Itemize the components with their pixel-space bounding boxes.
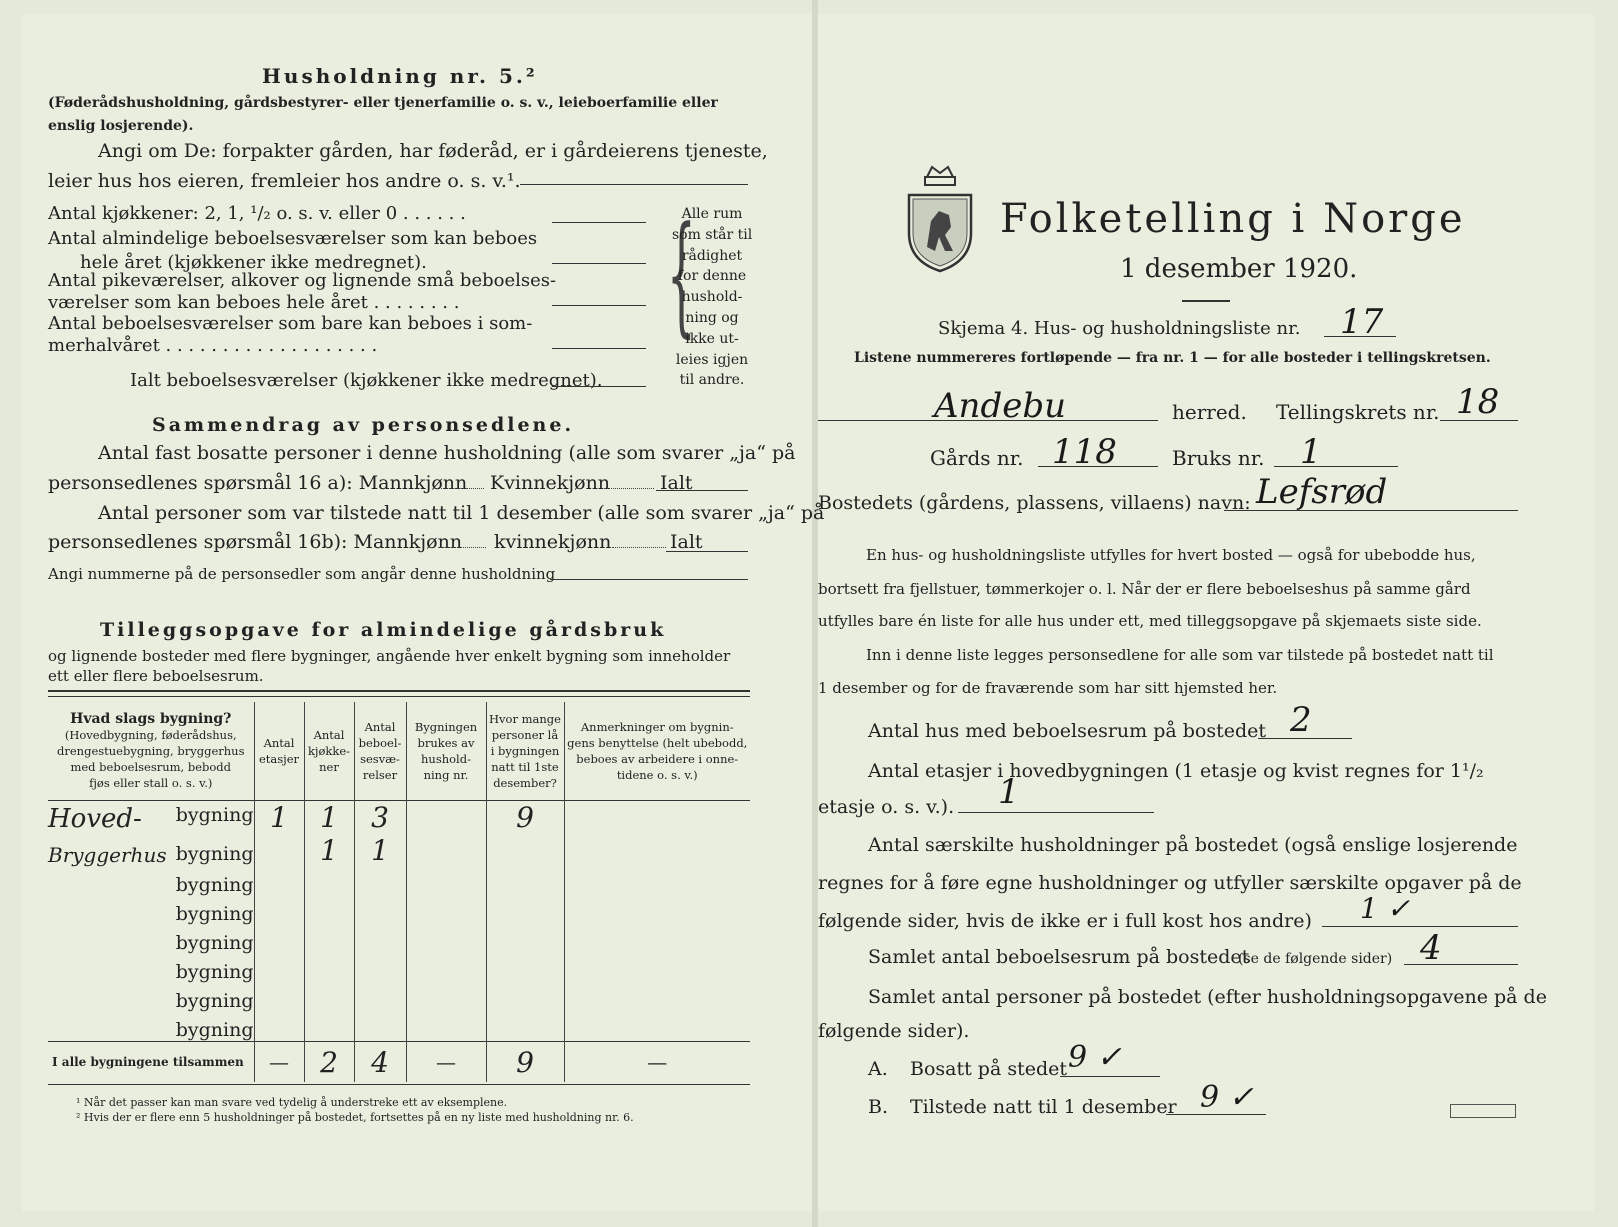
form-date: 1 desember 1920. [1120,254,1358,284]
household-subtitle-2: enslig losjerende). [48,118,194,134]
table-sum-row: I alle bygningene tilsammen — 2 4 — 9 — [48,1042,750,1083]
pike-label-2: værelser som kan beboes hele året . . . . . . . . [48,292,460,313]
household-subtitle-1: (Føderådshusholdning, gårdsbestyrer- eller tjenerfamilie o. s. v., leieboerfamilie eller [48,95,718,111]
a-text: Bosatt på stedet [910,1058,1067,1080]
table-row: bygning [48,1012,750,1042]
kjokken-label: Antal kjøkkener: 2, 1, ¹/₂ o. s. v. eller 0 . . . . . . [48,203,466,224]
saerskilte-line-1: Antal særskilte husholdninger på bostedet (også enslige losjerende [868,834,1518,856]
a-label: A. [868,1058,888,1080]
summary-title: Sammendrag av personsedlene. [152,414,575,436]
etasjer-line-2: etasje o. s. v.). [818,796,955,818]
herred-handwritten: Andebu [934,386,1066,426]
header-etasjer: Antal etasjer [254,702,304,801]
header-husholdning: Bygningen brukes av hushold- ning nr. [406,702,486,801]
angi-line-2: leier hus hos eieren, fremleier hos andre o. s. v.¹. [48,170,521,192]
summary-line-4b: kvinnekjønn [494,531,612,553]
buildings-table [48,702,750,1082]
herred-label: herred. [1172,400,1247,424]
alm-label-2: hele året (kjøkkener ikke medregnet). [80,252,427,273]
summary-line-2c: Ialt [660,472,693,494]
rum-label: Samlet antal beboelsesrum på bostedet [868,946,1250,968]
gards-number: 118 [1052,432,1117,472]
inn-line-2: 1 desember og for de fraværende som har sitt hjemsted her. [818,679,1278,697]
summary-line-2b: Kvinnekjønn [490,472,611,494]
en-line-2: bortsett fra fjellstuer, tømmerkojer o. l. Når der er flere beboelseshus på samme gård [818,580,1471,598]
gards-label: Gårds nr. [930,446,1024,470]
a-handwritten: 9 ✓ [1068,1040,1122,1075]
krets-label: Tellingskrets nr. [1276,400,1440,424]
table-row: bygning [48,983,750,1012]
b-handwritten: 9 ✓ [1200,1080,1254,1115]
alm-label-1: Antal almindelige beboelsesværelser som kan beboes [48,228,538,249]
summary-line-2: personsedlenes spørsmål 16 a): Mannkjønn [48,472,468,494]
form-title: Folketelling i Norge [1000,196,1466,242]
table-row: Hoved- bygning 1 1 3 9 [48,801,750,835]
summary-line-3: Antal personer som var tilstede natt til 1 desember (alle som svarer „ja“ på [98,502,825,524]
supplement-title: Tilleggsopgave for almindelige gårdsbruk [100,619,667,641]
supplement-line-1: og lignende bosteder med flere bygninger, angående hver enkelt bygning som inneholder [48,647,731,665]
listene-note: Listene nummereres fortløpende — fra nr. 1 — for alle bosteder i tellingskretsen. [854,350,1491,366]
supplement-line-2: ett eller flere beboelsesrum. [48,667,264,685]
skjema-number: 17 [1340,302,1384,342]
summary-line-1: Antal fast bosatte personer i denne husholdning (alle som svarer „ja“ på [98,442,796,464]
table-row: bygning [48,954,750,983]
en-line-3: utfylles bare én liste for alle hus under ett, med tilleggsopgave på skjemaets siste side. [818,612,1482,630]
krets-number: 18 [1456,382,1500,422]
en-line-1: En hus- og husholdningsliste utfylles for hvert bosted — også for ubebodde hus, [866,546,1476,564]
household-title: Husholdning nr. 5.² [262,64,538,88]
hus-label: Antal hus med beboelsesrum på bostedet [868,720,1267,742]
header-vaerelser: Antal beboel- sesvæ- relser [354,702,406,801]
table-row: bygning [48,896,750,925]
pike-label-1: Antal pikeværelser, alkover og lignende små beboelses- [48,270,557,291]
skjema-label: Skjema 4. Hus- og husholdningsliste nr. [938,318,1301,339]
summary-line-4: personsedlenes spørsmål 16b): Mannkjønn [48,531,463,553]
saerskilte-line-3: følgende sider, hvis de ikke er i full kost hos andre) [818,910,1312,932]
b-label: B. [868,1096,889,1118]
side-note: Alle rum som står til rådighet for denne hushold- ning og ikke ut- leies igjen til andre. [672,206,753,389]
etasjer-line-1: Antal etasjer i hovedbygningen (1 etasje og kvist regnes for 1¹/₂ [868,760,1484,782]
summary-line-5: Angi nummerne på de personsedler som angår denne husholdning [48,565,556,583]
footnote-1: ¹ Når det passer kan man svare ved tydelig å understreke ett av eksemplene. [76,1096,508,1109]
summary-line-4c: Ialt [670,531,703,553]
ialt-label: Ialt beboelsesværelser (kjøkkener ikke medregnet). [130,370,603,391]
table-row: Bryggerhus bygning 1 1 [48,834,750,867]
header-building-type: Hvad slags bygning? (Hovedbygning, føderådshus, drengestuebygning, bryggerhus med beboelsesrum, bebodd fjøs eller stall o. s. v.) [57,711,245,790]
bruks-label: Bruks nr. [1172,446,1265,470]
hus-handwritten: 2 [1290,700,1312,740]
table-row: bygning [48,867,750,896]
coat-of-arms-icon [905,163,975,273]
rum-handwritten: 4 [1420,928,1442,968]
printer-stamp [1450,1104,1516,1118]
personer-line-2: følgende sider). [818,1020,970,1042]
som-label-2: merhalvåret . . . . . . . . . . . . . . . . . . . [48,335,378,356]
personer-line-1: Samlet antal personer på bostedet (efter husholdningsopgavene på de [868,986,1547,1008]
header-anmerkninger: Anmerkninger om bygnin- gens benyttelse (helt ubebodd, beboes av arbeidere i onne- tidene o. s. v.) [564,702,750,801]
etasjer-handwritten: 1 [998,772,1020,812]
saerskilte-line-2: regnes for å føre egne husholdninger og utfyller særskilte opgaver på de [818,872,1522,894]
bruks-number: 1 [1300,432,1322,472]
brace-icon: { [666,198,696,350]
bosted-handwritten: Lefsrød [1256,472,1388,512]
inn-line-1: Inn i denne liste legges personsedlene for alle som var tilstede på bostedet natt til [866,646,1494,664]
angi-line-1: Angi om De: forpakter gården, har føderåd, er i gårdeierens tjeneste, [98,140,768,162]
som-label-1: Antal beboelsesværelser som bare kan beboes i som- [48,313,533,334]
b-text: Tilstede natt til 1 desember [910,1096,1177,1118]
rum-small-label: (se de følgende sider) [1238,951,1393,967]
header-personer: Hvor mange personer lå i bygningen natt til 1ste desember? [486,702,564,801]
table-row: bygning [48,925,750,954]
header-kjokken: Antal kjøkke- ner [304,702,354,801]
footnote-2: ² Hvis der er flere enn 5 husholdninger på bostedet, fortsettes på en ny liste med husholdning nr. 6. [76,1111,634,1124]
bosted-label: Bostedets (gårdens, plassens, villaens) navn: [818,492,1251,514]
saerskilte-handwritten: 1 ✓ [1360,892,1411,925]
